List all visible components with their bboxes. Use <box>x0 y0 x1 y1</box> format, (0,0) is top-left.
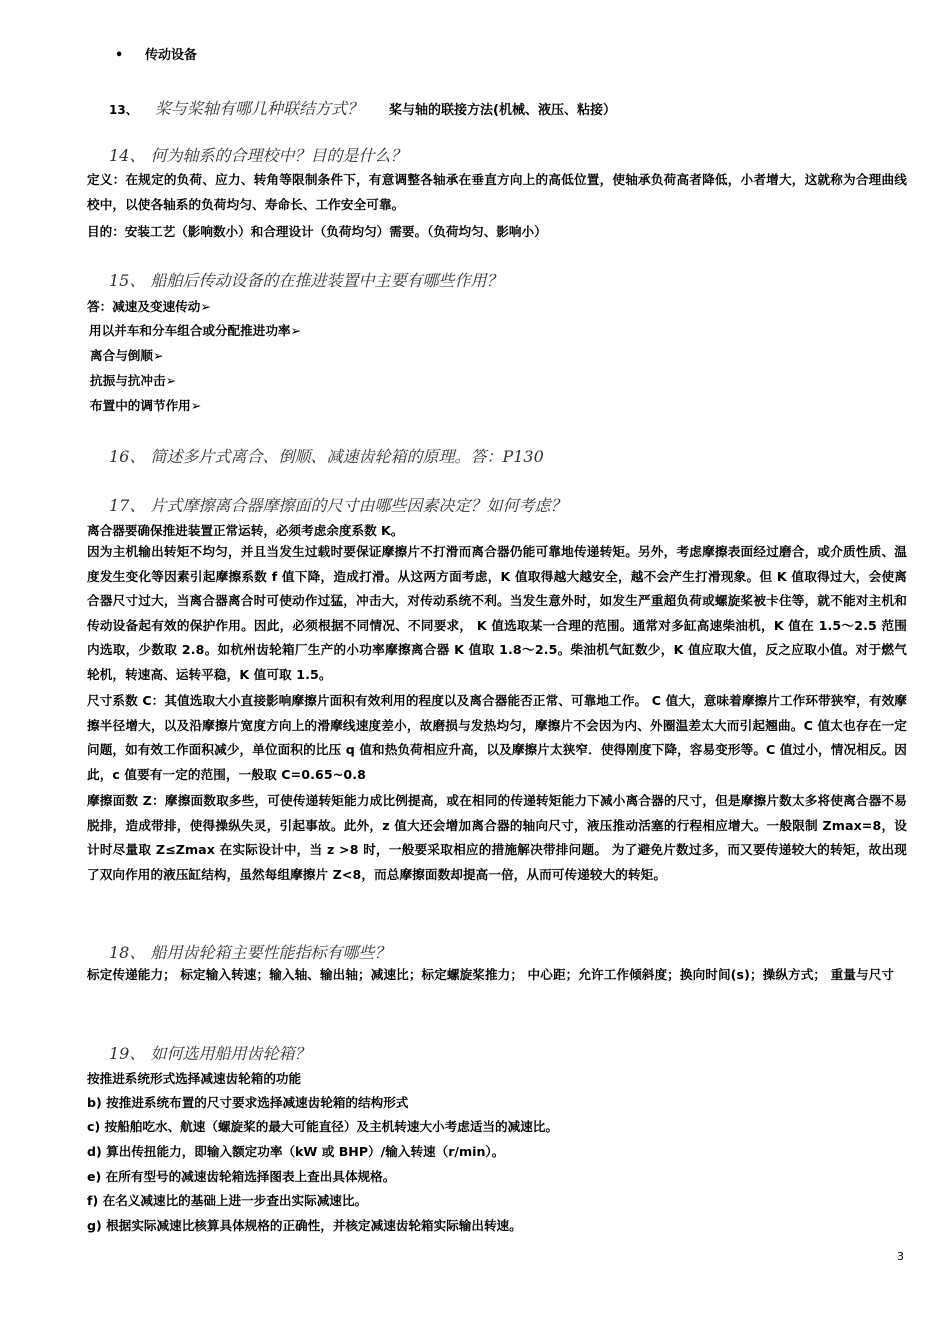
q18-answer: 标定传递能力； 标定输入转速；输入轴、输出轴；减速比；标定螺旋桨推力； 中心距；允许工作倾斜度；换向时间(s)；操纵方式； 重量与尺寸 <box>87 967 895 982</box>
q15-item-4: 抗振与抗冲击➢ <box>90 373 177 388</box>
q17-para-c: 尺寸系数 C：其值选取大小直接影响摩擦片面积有效利用的程度以及离合器能否正常、可靠地工作。 C 值大，意味着摩擦片工作环带狭窄，有效摩擦半径增大，以及沿摩擦片宽度方向上的滑摩线速度差小，故磨损与发热均匀，摩擦片不会因为内、外圈温差太大而引起翘曲。C 值太也存在一定问题，如有效工作面积减少，单位面积的比压 q 值和热负荷相应升高，以及摩擦片太狭窄．使得刚度下降，容易变形等。C 值过小，情况相反。因此，c 值要有一定的范围，一般取 C=0.65~0.8 <box>87 693 907 782</box>
bullet-icon: • <box>115 48 124 63</box>
q14-definition: 定义：在规定的负荷、应力、转角等限制条件下，有意调整各轴承在垂直方向上的高低位置，使轴承负荷高者降低，小者增大，这就称为合理曲线校中，以使各轴系的负荷均匀、寿命长、工作安全可靠。 <box>87 172 907 212</box>
q19-item-2: b) 按推进系统布置的尺寸要求选择减速齿轮箱的结构形式 <box>87 1095 409 1110</box>
q17-intro: 离合器要确保推进装置正常运转，必须考虑余度系数 K。 <box>87 523 404 538</box>
q15-title: 15、 船舶后传动设备的在推进装置中主要有哪些作用？ <box>109 271 503 290</box>
q15-item-1: 答：减速及变速传动➢ <box>87 299 211 314</box>
q18-title: 18、 船用齿轮箱主要性能指标有哪些？ <box>109 943 391 962</box>
bullet-text: 传动设备 <box>145 48 198 63</box>
q19-item-4: d) 算出传扭能力，即输入额定功率（kW 或 BHP）/输入转速（r/min）。 <box>87 1144 505 1159</box>
q19-item-7: g) 根据实际减速比核算具体规格的正确性，并核定减速齿轮箱实际输出转速。 <box>87 1218 522 1233</box>
q19-item-3: c) 按船舶吃水、航速（螺旋桨的最大可能直径）及主机转速大小考虑适当的减速比。 <box>87 1119 558 1134</box>
q13-question: 桨与桨轴有哪几种联结方式？ <box>155 99 364 118</box>
q17-para-k: 因为主机输出转矩不均匀，并且当发生过载时要保证摩擦片不打滑而离合器仍能可靠地传递转矩。另外，考虑摩擦表面经过磨合，或介质性质、温度发生变化等因素引起摩擦系数 f 值下降，造成打滑。从这两方面考虑，K 值取得越大越安全，越不会产生打滑现象。但 K 值取得过大，会使离合器尺寸过大，当离合器离合时可使动作过猛，冲击大，对传动系统不利。当发生意外时，如发生严重超负荷或螺旋桨被卡住等，就不能对主机和传动设备起有效的保护作用。因此，必须根据不同情况、不同要求， K 值选取某一合理的范围。通常对多缸高速柴油机，K 值在 1.5～2.5 范围内选取，少数取 2.8。如杭州齿轮箱厂生产的小功率摩擦离合器 K 值取 1.8～2.5。柴油机气缸数少，K 值应取大值，反之应取小值。对于燃气轮机，转速高、运转平稳，K 值可取 1.5。 <box>87 544 907 682</box>
q14-purpose: 目的：安装工艺（影响数小）和合理设计（负荷均匀）需要。（负荷均匀、影响小） <box>87 224 547 239</box>
q17-para-z: 摩擦面数 Z：摩擦面数取多些，可使传递转矩能力成比例提高，或在相同的传递转矩能力下减小离合器的尺寸，但是摩擦片数太多将使离合器不易脱排，造成带排，使得操纵失灵，引起事故。此外，z 值大还会增加离合器的轴向尺寸，液压推动活塞的行程相应增大。一般限制 Zmax=8，设计时尽量取 Z≤Zmax 在实际设计中，当 z >8 时，一般要采取相应的措施解决带排问题。 为了避免片数过多，而又要传递较大的转矩，故出现了双向作用的液压缸结构，虽然每组摩擦片 Z<8，而总摩擦面数却提高一倍，从而可传递较大的转矩。 <box>87 793 907 882</box>
q13-number: 13、 <box>109 103 138 117</box>
q13-answer: 桨与轴的联接方法(机械、液压、粘接） <box>389 103 616 118</box>
q17-title: 17、 片式摩擦离合器摩擦面的尺寸由哪些因素决定？如何考虑？ <box>109 496 567 515</box>
page-number: 3 <box>897 1250 904 1263</box>
bullet-item <box>115 44 197 63</box>
q15-item-5: 布置中的调节作用➢ <box>90 398 202 413</box>
q14-title: 14、 何为轴系的合理校中？目的是什么？ <box>109 146 407 165</box>
question-13 <box>109 96 616 119</box>
q19-item-1: 按推进系统形式选择减速齿轮箱的功能 <box>87 1071 302 1086</box>
q15-item-3: 离合与倒顺➢ <box>90 348 164 363</box>
q19-title: 19、 如何选用船用齿轮箱？ <box>109 1044 311 1063</box>
q19-item-5: e) 在所有型号的减速齿轮箱选择图表上查出具体规格。 <box>87 1169 396 1184</box>
q15-item-2: 用以并车和分车组合或分配推进功率➢ <box>89 323 302 338</box>
q16-title: 16、 简述多片式离合、倒顺、减速齿轮箱的原理。答：P130 <box>109 447 544 466</box>
q19-item-6: f) 在名义减速比的基础上进一步查出实际减速比。 <box>87 1193 368 1208</box>
